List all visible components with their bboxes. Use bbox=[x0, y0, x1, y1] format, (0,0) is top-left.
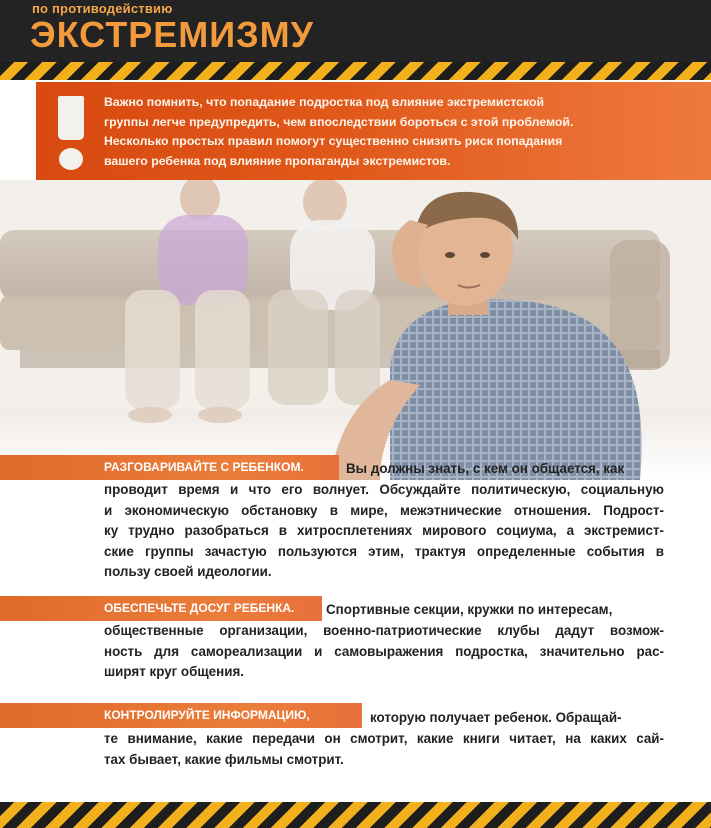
page-title: ЭКСТРЕМИЗМУ bbox=[30, 14, 315, 55]
text-line: те внимание, какие передачи он смотрит, какие книги читает, на каких сай- bbox=[104, 731, 664, 746]
section-label-leisure: ОБЕСПЕЧЬТЕ ДОСУГ РЕБЕНКА. bbox=[0, 596, 322, 621]
exclamation-icon bbox=[54, 96, 88, 172]
section-text-leisure bbox=[104, 621, 664, 683]
warning-line: Важно помнить, что попадание подростка под влияние экстремистской bbox=[104, 95, 545, 109]
warning-line: вашего ребенка под влияние пропаганды экстремистов. bbox=[104, 153, 451, 168]
text-line: ку трудно разобраться в хитросплетениях мирового социума, а экстремист- bbox=[104, 523, 664, 539]
text-line: ские группы зачастую пользуются этим, трактуя определенные события в bbox=[104, 543, 664, 559]
warning-line: группы легче предупредить, чем впоследствии бороться с этой проблемой. bbox=[104, 114, 574, 129]
text-line: общественные организации, военно-патриотические клубы дадут возмож- bbox=[104, 623, 664, 638]
text-line: пользу своей идеологии. bbox=[104, 564, 272, 580]
header-subtitle: по противодействию bbox=[32, 1, 173, 16]
text-line: и экономическую обстановку в мире, межэтнические отношения. Подрост- bbox=[104, 502, 664, 518]
warning-line: Несколько простых правил помогут существенно снизить риск попадания bbox=[104, 134, 563, 148]
teenager-photo bbox=[0, 180, 711, 480]
section-text-first-line: которую получает ребенок. Обращай- bbox=[370, 710, 622, 725]
section-text-first-line: Спортивные секции, кружки по интересам, bbox=[326, 602, 613, 617]
header-banner bbox=[0, 0, 711, 62]
section-text-info bbox=[104, 729, 664, 770]
hazard-stripe-top bbox=[0, 62, 711, 80]
section-text-first-line: Вы должны знать, с кем он общается, как bbox=[346, 461, 625, 476]
photo-illustration bbox=[0, 180, 711, 480]
text-line: ность для самореализации и самовыражения подростка, значительно рас- bbox=[104, 643, 664, 659]
section-text-talk bbox=[104, 480, 664, 583]
warning-banner bbox=[36, 82, 711, 182]
section-label-talk: РАЗГОВАРИВАЙТЕ С РЕБЕНКОМ. bbox=[0, 455, 339, 480]
warning-text bbox=[104, 93, 704, 171]
hazard-stripe-bottom bbox=[0, 802, 711, 828]
text-line: тах бывает, какие фильмы смотрит. bbox=[104, 751, 344, 767]
text-line: проводит время и что его волнует. Обсуждайте политическую, социальную bbox=[104, 482, 664, 497]
section-label-info: КОНТРОЛИРУЙТЕ ИНФОРМАЦИЮ, bbox=[0, 703, 362, 728]
text-line: ширят круг общения. bbox=[104, 664, 244, 680]
